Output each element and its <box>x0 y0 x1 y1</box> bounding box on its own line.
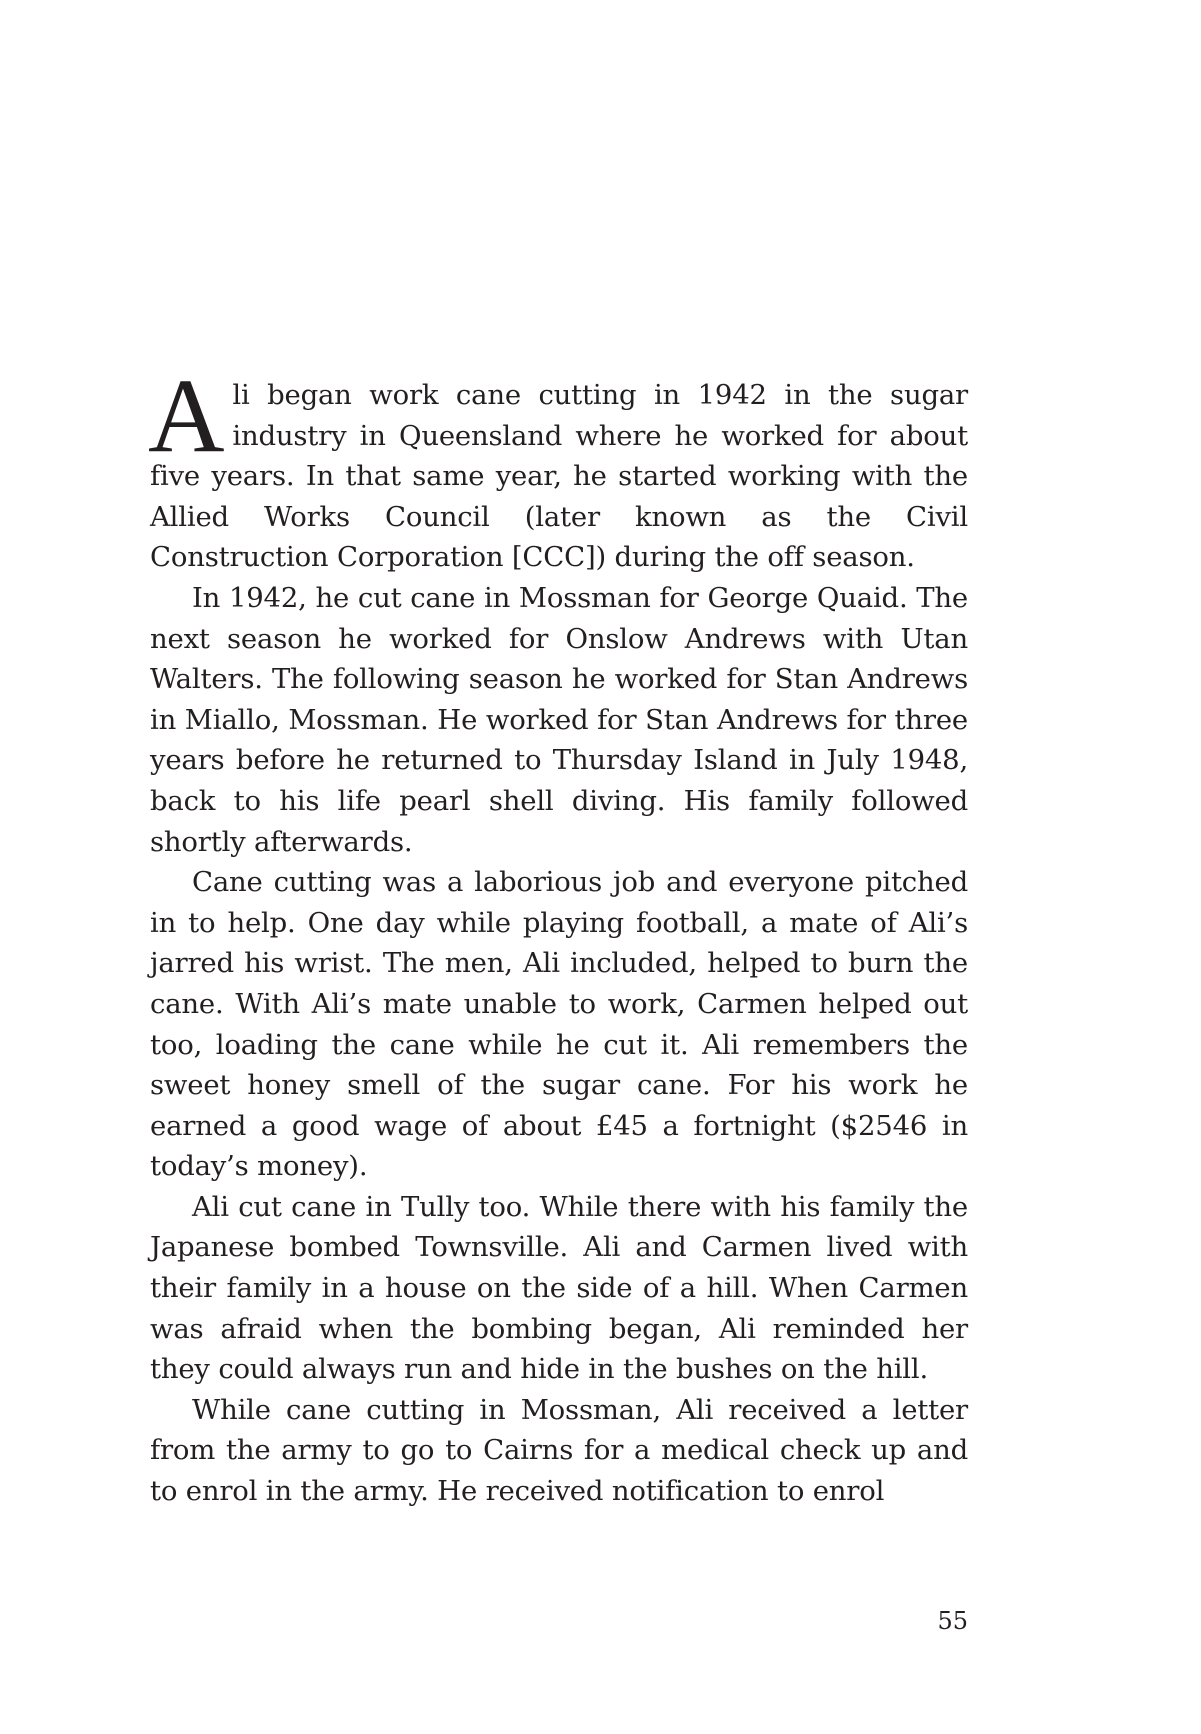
body-text <box>148 357 968 1512</box>
paragraph-1-text: li began work cane cutting in 1942 in the sugar industry in Queensland where he worked for about five years. In that same year, he started working with the Allied Works Council (later known as the Civil Construction Corporation [CCC]) during the off season. <box>150 379 968 574</box>
paragraph-2: In 1942, he cut cane in Mossman for George Quaid. The next season he worked for Onslow Andrews with Utan Walters. The following season he worked for Stan Andrews in Miallo, Mossman. He worked for Stan Andrews for three years before he returned to Thursday Island in July 1948, back to his life pearl shell diving. His family followed shortly afterwards. <box>150 581 968 858</box>
paragraph-5: While cane cutting in Mossman, Ali received a letter from the army to go to Cairns for a medical check up and to enrol in the army. He received notification to enrol <box>150 1393 968 1508</box>
drop-cap: A <box>148 357 225 474</box>
paragraph-4: Ali cut cane in Tully too. While there with his family the Japanese bombed Townsville. Ali and Carmen lived with their family in a house on the side of a hill. When Carmen was afraid when the bombing began, Ali reminded her they could always run and hide in the bushes on the hill. <box>150 1190 968 1386</box>
paragraph-3: Cane cutting was a laborious job and everyone pitched in to help. One day while playing football, a mate of Ali’s jarred his wrist. The men, Ali included, helped to burn the cane. With Ali’s mate unable to work, Carmen helped out too, loading the cane while he cut it. Ali remembers the sweet honey smell of the sugar cane. For his work he earned a good wage of about £45 a fortnight ($2546 in today’s money). <box>150 866 968 1183</box>
paragraph-1 <box>148 357 968 578</box>
page-number: 55 <box>937 1607 968 1635</box>
